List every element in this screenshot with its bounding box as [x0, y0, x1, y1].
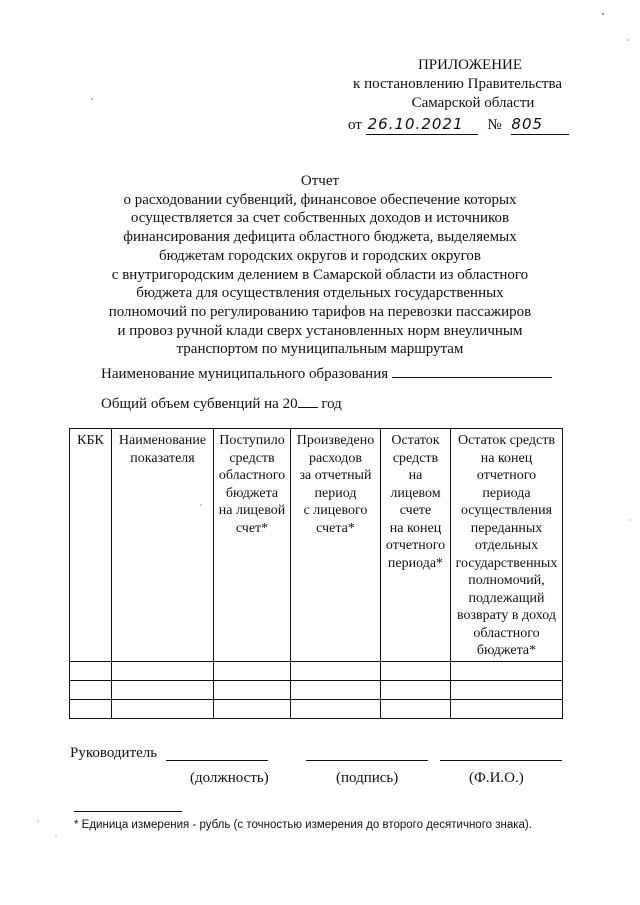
header-text: отчетного: [476, 468, 537, 483]
report-title-line: транспортом по муниципальным маршрутам: [176, 341, 464, 358]
header-text: период: [314, 485, 357, 501]
header-text: Остаток средств: [457, 433, 555, 448]
handwritten-date: 26.10.2021: [366, 115, 478, 135]
report-title-line: бюджета для осуществления отдельных государственных: [136, 285, 504, 302]
name-caption: (Ф.И.О.): [469, 770, 524, 786]
appendix-decree-line: к постановлению Правительства: [353, 76, 562, 92]
header-text: отдельных: [474, 538, 539, 553]
report-title-line: бюджетам городских округов и городских округов: [158, 247, 481, 264]
header-text: Наименование: [118, 433, 207, 448]
header-text: на лицевой: [218, 503, 286, 518]
header-text: Поступило: [219, 433, 285, 448]
header-text: периода: [482, 485, 531, 501]
position-caption: (должность): [190, 770, 269, 786]
header-text: подлежащий: [468, 590, 545, 606]
header-text: на конец: [389, 520, 442, 536]
report-title-line: и провоз ручной клади сверх установленных норм внеуличным: [117, 322, 523, 339]
header-text: осуществления: [460, 503, 553, 518]
footnote: * Единица измерения - рубль (с точностью измерения до второго десятичного знака).: [74, 819, 532, 831]
appendix-region-line: Самарской области: [411, 95, 535, 111]
header-text: периода*: [387, 555, 444, 571]
header-text: бюджета: [225, 485, 279, 501]
handwritten-number: 805: [511, 115, 569, 135]
header-text: на: [408, 468, 423, 483]
report-title-line: с внутригородским делением в Самарской области из областного: [111, 266, 529, 283]
appendix-title: ПРИЛОЖЕНИЕ: [417, 57, 523, 73]
header-text: бюджета*: [476, 643, 537, 658]
report-title-line: финансирования дефицита областного бюджета, выделяемых: [123, 229, 517, 246]
header-text: КБК: [77, 433, 104, 448]
header-text: областного: [473, 625, 540, 641]
header-text: на конец: [480, 450, 533, 466]
header-text: лицевом: [390, 485, 441, 501]
report-heading: Отчет: [300, 173, 340, 189]
header-text: государственных: [455, 555, 558, 571]
header-text: расходов: [308, 450, 363, 466]
municipality-label: Наименование муниципального образования: [101, 366, 389, 382]
header-text: Остаток: [391, 433, 440, 448]
signature-label: Руководитель: [70, 745, 158, 761]
report-title-line: о расходовании субвенций, финансовое обеспечение которых: [123, 191, 517, 208]
subsidy-label-year: год: [321, 396, 342, 412]
header-text: за отчетный: [299, 468, 372, 483]
subsidy-label: Общий объем субвенций на 20: [101, 396, 298, 412]
header-text: полномочий,: [468, 573, 545, 588]
header-text: счете: [399, 503, 432, 518]
header-text: переданных: [470, 520, 543, 536]
header-text: Произведено: [296, 433, 375, 448]
signature-caption: (подпись): [336, 770, 399, 786]
header-text: средств: [392, 450, 439, 466]
from-label: от: [348, 117, 362, 133]
header-text: средств: [229, 450, 275, 466]
report-title-line: осуществляется за счет собственных доходов и источников: [130, 210, 510, 227]
header-text: с лицевого: [303, 503, 368, 518]
header-text: отчетного: [385, 538, 446, 553]
header-text: возврату в доход: [456, 608, 556, 623]
header-text: счета*: [316, 520, 355, 536]
number-sign: №: [487, 117, 502, 133]
header-text: областного: [218, 468, 286, 483]
report-title-line: полномочий по регулированию тарифов на перевозки пассажиров: [108, 303, 532, 320]
header-text: показателя: [130, 450, 195, 466]
header-text: счет*: [235, 520, 269, 536]
